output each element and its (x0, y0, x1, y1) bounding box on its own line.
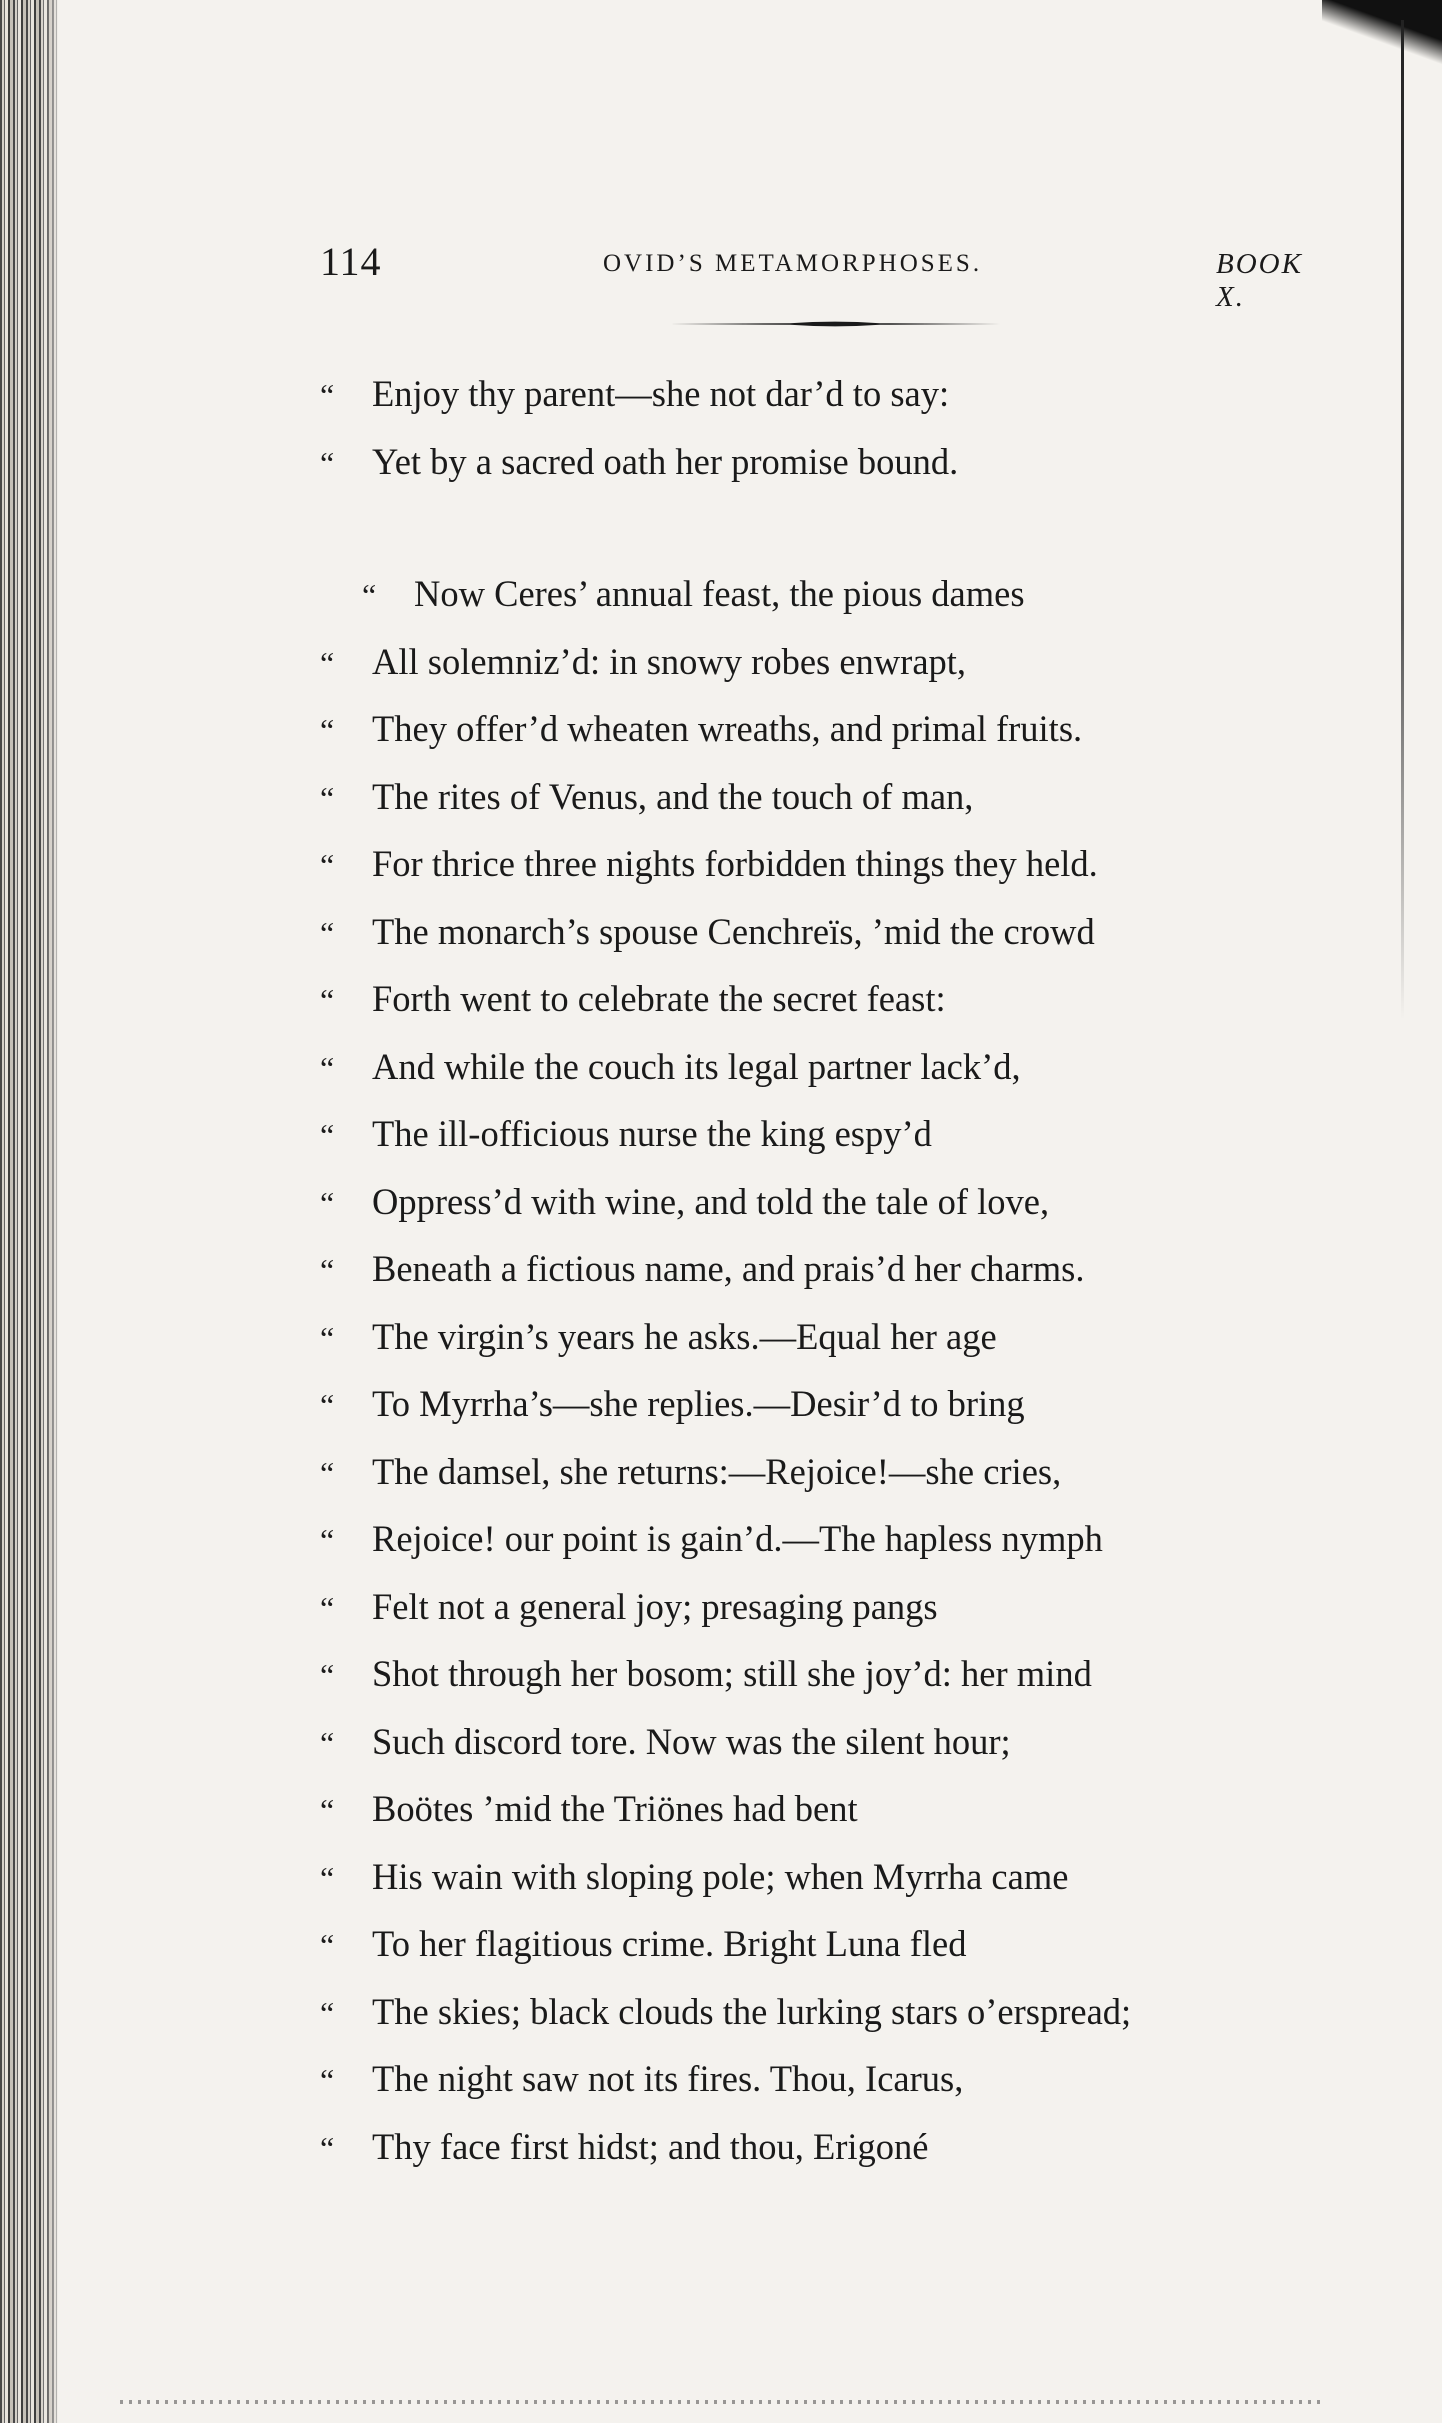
verse-line: “ The ill-officious nurse the king espy’d (320, 1100, 1320, 1168)
stanza-gap (320, 495, 1320, 560)
verse-line: “ Boötes ’mid the Triönes had bent (320, 1775, 1320, 1843)
quote-mark: “ (320, 914, 335, 951)
quote-mark: “ (320, 1387, 335, 1423)
quote-mark: “ (320, 644, 335, 681)
running-title: OVID’S METAMORPHOSES. (603, 250, 983, 277)
quote-mark: “ (320, 1859, 335, 1896)
quote-mark: “ (320, 1049, 335, 1086)
verse-text (320, 360, 1320, 2180)
verse-line: “ Enjoy thy parent—she not dar’d to say: (320, 360, 1320, 428)
quote-mark: “ (320, 1184, 335, 1221)
quote-mark: “ (320, 1117, 335, 1153)
quote-mark: “ (320, 377, 335, 413)
quote-mark: “ (320, 712, 335, 748)
verse-line: “ Such discord tore. Now was the silent hour; (320, 1708, 1320, 1776)
quote-mark: “ (320, 779, 335, 816)
verse-line: “ They offer’d wheaten wreaths, and primal fruits. (320, 695, 1320, 763)
verse-line: “ And while the couch its legal partner lack’d, (320, 1033, 1320, 1101)
quote-mark: “ (362, 577, 377, 613)
verse-line: “ Thy face first hidst; and thou, Erigoné (320, 2113, 1320, 2181)
verse-line-paragraph-start: “ Now Ceres’ annual feast, the pious dames (320, 560, 1320, 628)
verse-line: “ The night saw not its fires. Thou, Icarus, (320, 2045, 1320, 2113)
page-edge-line (1401, 20, 1404, 1020)
verse-line: “ His wain with sloping pole; when Myrrha came (320, 1843, 1320, 1911)
binding-shadow (40, 0, 70, 2423)
verse-line: “ Rejoice! our point is gain’d.—The hapless nymph (320, 1505, 1320, 1573)
verse-line: “ All solemniz’d: in snowy robes enwrapt, (320, 628, 1320, 696)
verse-line: “ Oppress’d with wine, and told the tale of love, (320, 1168, 1320, 1236)
quote-mark: “ (320, 1724, 335, 1761)
quote-mark: “ (320, 1589, 335, 1626)
verse-line: “ Yet by a sacred oath her promise bound. (320, 428, 1320, 496)
page-corner-shadow (1322, 0, 1442, 100)
ornamental-rule (670, 320, 1000, 324)
verse-line: “ The damsel, she returns:—Rejoice!—she cries, (320, 1438, 1320, 1506)
quote-mark: “ (320, 444, 335, 481)
quote-mark: “ (320, 1994, 335, 2031)
quote-mark: “ (320, 1657, 335, 1693)
verse-line: “ The rites of Venus, and the touch of man, (320, 763, 1320, 831)
verse-line: “ The monarch’s spouse Cenchreïs, ’mid the crowd (320, 898, 1320, 966)
quote-mark: “ (320, 847, 335, 883)
quote-mark: “ (320, 982, 335, 1018)
page-number: 114 (320, 239, 382, 284)
quote-mark: “ (320, 1522, 335, 1558)
quote-mark: “ (320, 1319, 335, 1356)
quote-mark: “ (320, 1252, 335, 1288)
verse-line: “ The virgin’s years he asks.—Equal her age (320, 1303, 1320, 1371)
quote-mark: “ (320, 2062, 335, 2098)
verse-line: “ Shot through her bosom; still she joy’d: her mind (320, 1640, 1320, 1708)
verse-line: “ To her flagitious crime. Bright Luna fled (320, 1910, 1320, 1978)
quote-mark: “ (320, 1792, 335, 1828)
quote-mark: “ (320, 2129, 335, 2166)
scan-noise-footer (120, 2400, 1320, 2404)
rule-icon (670, 320, 1000, 328)
verse-line: “ Beneath a fictious name, and prais’d her charms. (320, 1235, 1320, 1303)
running-header (320, 238, 1320, 313)
verse-line: “ To Myrrha’s—she replies.—Desir’d to bring (320, 1370, 1320, 1438)
verse-line: “ The skies; black clouds the lurking stars o’erspread; (320, 1978, 1320, 2046)
verse-line: “ Felt not a general joy; presaging pangs (320, 1573, 1320, 1641)
quote-mark: “ (320, 1927, 335, 1963)
verse-line: “ Forth went to celebrate the secret feast: (320, 965, 1320, 1033)
quote-mark: “ (320, 1454, 335, 1491)
book-label: BOOK X. (1216, 248, 1303, 313)
verse-line: “ For thrice three nights forbidden things they held. (320, 830, 1320, 898)
